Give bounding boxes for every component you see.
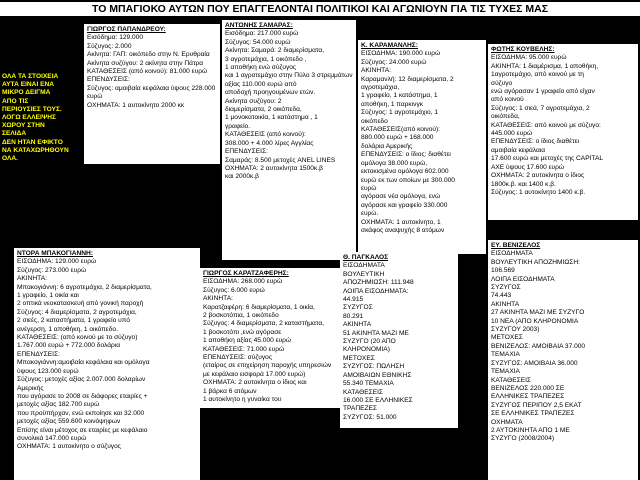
block-kouvelis	[488, 44, 638, 220]
block-heading: ΝΤΟΡΑ ΜΠΑΚΟΓΙΑΝΝΗ:	[17, 250, 93, 257]
block-line: ΛΟΙΠΑ ΕΙΣΟΔΗΜΑΤΑ	[491, 275, 555, 283]
block-heading: ΑΝΤΩΝΗΣ ΣΑΜΑΡΑΣ:	[225, 22, 293, 29]
block-line: 1αγροτεμάχιο, από κοινού με τη	[491, 71, 584, 79]
block-line: Ακίνητα: ΓΑΠ: οικόπεδο στην Ν. Ερυθραία	[87, 51, 210, 59]
note-line: ΣΕΛΙΔΑ	[2, 130, 27, 138]
page-title: ΤΟ ΜΠΑΓΙΟΚΟ ΑΥΤΩΝ ΠΟΥ ΕΠΑΓΓΕΛΟΝΤΑΙ ΠΟΛΙΤΙΚΟΙ ΚΑΙ ΑΓΩΝΙΟΥΝ ΓΙΑ ΤΙΣ ΤΥΧΕΣ ΜΑΣ	[0, 2, 640, 16]
block-line: 1 γραφείο, 1 κατάστημα, 1	[361, 92, 438, 100]
block-line: Σύζυγος: 4 διαμερίσματα, 2 αγροτεμάχια,	[17, 308, 137, 316]
block-line: ΑΚΙΝΗΤΑ:	[203, 295, 233, 303]
block-line: αγόρασε και γραφείο 330.000	[361, 201, 448, 209]
block-line: Σύζυγος: αμοιβαία κεφάλαια ύψους 228.000 ευρώ	[87, 84, 216, 101]
block-line: Εισόδημα: 129.000	[87, 34, 144, 42]
block-line: 1 αποθήκη ενώ σύζυγος	[225, 64, 297, 72]
block-heading: Κ. ΚΑΡΑΜΑΝΛΗΣ:	[361, 42, 418, 49]
block-venizelos	[488, 240, 638, 480]
block-line: και 2000κ.β	[225, 173, 259, 181]
block-line: Μπακογιάννη: 6 αγροτεμάχια, 2 διαμερίσματα,	[17, 283, 152, 291]
note-line: ΠΕΡΙΟΥΣΙΕΣ ΤΟΥΣ.	[2, 105, 62, 113]
block-line: ΣΥΖΥΓΟΣ: 51.000	[343, 413, 397, 421]
block-line: ΕΙΣΟΔΗΜΑ: 129.000 ευρώ	[17, 258, 97, 266]
block-line: ΒΕΝΙΖΕΛΟΣ: ΑΜΟΙΒΑΙΑ 37.000	[491, 342, 586, 350]
block-line: ΣΥΖΥΓΟΣ: ΑΜΟΙΒΑΙΑ 36.000	[491, 359, 578, 367]
block-line: από κοινού	[491, 96, 524, 104]
block-line: ΛΟΙΠΑ ΕΙΣΟΔΗΜΑΤΑ:	[343, 287, 409, 295]
block-line: συνολικά 147.000 ευρώ	[17, 434, 87, 442]
block-line: ΜΕΤΟΧΕΣ	[491, 334, 523, 342]
block-line: ΕΙΣΟΔΗΜΑ: 268.000 ευρώ	[203, 278, 283, 286]
block-line: ΕΙΣΟΔΗΜΑΤΑ	[343, 262, 385, 270]
note-line: ΑΠΟ ΤΙΣ	[2, 97, 29, 105]
block-line: μετοχές αξίας 182.700 ευρώ	[17, 401, 100, 409]
block-line: 308.000 + 4.000 λίρες Αγγλίας	[225, 139, 314, 147]
block-line: μετοχές αξίας 559.600 κοινόψηφων	[17, 418, 121, 426]
block-heading: ΓΙΩΡΓΟΣ ΚΑΡΑΤΖΑΦΕΡΗΣ:	[203, 270, 289, 277]
block-line: με κεφάλαιο εισφορά 17.000 ευρώ)	[203, 370, 306, 378]
block-line: ΜΕΤΟΧΕΣ	[343, 354, 375, 362]
block-line: αποθήκη, 1 παρκινγκ	[361, 100, 424, 108]
block-line: γραφείο.	[225, 122, 251, 130]
block-line: ΕΙΣΟΔΗΜΑΤΑ	[491, 250, 533, 258]
block-line: Σύζυγος: 273.000 ευρώ	[17, 266, 87, 274]
block-line: ΕΙΣΟΔΗΜΑ: 190.000 ευρώ	[361, 50, 441, 58]
block-line: 106.569	[491, 267, 515, 275]
block-line: ΒΟΥΛΕΥΤΙΚΗ ΑΠΟΖΗΜΙΩΣΗ:	[491, 258, 580, 266]
block-line: ΚΑΤΑΘΕΣΕΙΣ(από κοινού):	[361, 126, 441, 134]
block-line: 44.915	[343, 296, 364, 304]
note-line: ΧΩΡΟΥ ΣΤΗΝ	[2, 122, 45, 130]
block-line: 2 ΑΥΤΟΚΙΝΗΤΑ ΑΠΟ 1 ΜΕ	[491, 426, 570, 434]
block-line: 74.443	[491, 292, 512, 300]
block-line: ΟΧΗΜΑΤΑ: 2 αυτοκίνητα 1500κ.β	[225, 164, 323, 172]
note-line: ΜΙΚΡΟ ΔΕΙΓΜΑ	[2, 89, 51, 97]
block-line: 1 αποθήκη αξίας 45.000 ευρώ	[203, 337, 292, 345]
note-line: ΑΥΤΑ ΕΙΝΑΙ ΕΝΑ	[2, 81, 55, 89]
block-line: ΕΠΕΝΔΥΣΕΙΣ: ο ίδιος διαθέτει	[491, 138, 580, 146]
block-line: Καραμανλή: 12 διαμερίσματα, 2 αγροτεμάχια,	[361, 75, 454, 92]
block-line: 27 ΑΚΙΝΗΤΑ ΜΑΖΙ ΜΕ ΣΥΖΥΓΟ	[491, 309, 585, 317]
block-line: (εταίρος σε επιχείρηση παροχής υπηρεσιών	[203, 362, 332, 370]
block-line: ΚΑΤΑΘΕΣΕΙΣ (από κοινού): 81.000 ευρώ	[87, 68, 208, 76]
block-line: Σύζυγος: μετοχές αξίας 2.007.000 δολαρίων	[17, 376, 146, 384]
block-line: ΚΛΗΡΟΝΟΜΙΑ)	[343, 346, 390, 354]
block-line: ομόλογα 38.000 ευρώ,	[361, 159, 428, 167]
block-line: ΣΥΖΥΓΟΣ	[491, 284, 521, 292]
block-line: Επίσης είναι μέτοχος σε εταιρίες με κεφάλαιο	[17, 426, 148, 434]
block-line: που προϋπήρχαν, ενώ εκποίησε και 32.000	[17, 409, 145, 417]
block-line: Ακίνητα συζύγου: 2 ακίνητα στην Πάτρα	[87, 59, 204, 67]
block-heading: ΓΙΩΡΓΟΣ ΠΑΠΑΝΔΡΕΟΥ:	[87, 26, 166, 33]
block-heading: Θ. ΠΑΓΚΑΛΟΣ	[343, 254, 389, 261]
block-line: 1800κ.β. και 1400 κ.β.	[491, 180, 556, 188]
block-line: 10 ΝΕΑ (ΑΠΟ ΚΛΗΡΟΝΟΜΙΑ	[491, 317, 579, 325]
block-karatzaferis	[200, 268, 340, 408]
block-line: ΚΑΤΑΘΕΣΕΙΣ: (από κοινού με το σύζυγο)	[17, 334, 138, 342]
block-line: ΣΥΖΥΓΟΣ: ΠΩΛΗΣΗ	[343, 363, 405, 371]
block-line: Σύζυγος: 1 αυτοκίνητο 1400 κ.β.	[491, 188, 586, 196]
block-line: 16.000 ΣΕ ΕΛΛΗΝΙΚΕΣ	[343, 396, 413, 404]
block-papandreou	[84, 24, 220, 164]
block-line: 1 βοσκοτόπι ,ενώ αγόρασε	[203, 328, 282, 336]
block-line: ΚΑΤΑΘΕΣΕΙΣ: 71.000 ευρώ	[203, 345, 285, 353]
block-line: ΚΑΤΑΘΕΣΕΙΣ (από κοινού):	[225, 131, 306, 139]
block-line: ΟΧΗΜΑΤΑ: 1 αυτοκίνητο ο σύζυγος	[17, 443, 121, 451]
block-line: ευρώ.	[361, 210, 379, 218]
block-line: ΟΧΗΜΑΤΑ: 2 αυτοκίνητα ο ίδιος και	[203, 379, 307, 387]
block-line: Σύζυγος: 1 σιεά, 7 αγροτεμάχια, 2	[491, 104, 590, 112]
block-line: Σύζυγος: 1 αγροτεμάχιο, 1	[361, 109, 439, 117]
block-line: 880.000 ευρώ + 168.000	[361, 134, 434, 142]
block-line: ΟΧΗΜΑΤΑ	[491, 418, 523, 426]
block-line: ΟΧΗΜΑΤΑ: 1 αυτοκίνητο, 1	[361, 218, 441, 226]
block-line: Σύζυγος: 54.000 ευρώ	[225, 38, 291, 46]
block-line: Καρατζαφέρη: 6 διαμερίσματα, 1 οικία,	[203, 303, 315, 311]
note-line: ΛΟΓΩ ΕΛΛΕΙΨΗΣ	[2, 114, 56, 122]
block-line: ΚΑΤΑΘΕΣΕΙΣ	[343, 388, 384, 396]
block-line: Σύζυγος: 4 διαμερίσματα, 2 καταστήματα,	[203, 320, 325, 328]
block-line: ΣΥΖΥΓΟΣ ΠΕΡΙΠΟΥ 2,5 ΕΚΑΤ	[491, 401, 582, 409]
note-line: ΝΑ ΚΑΤΑΧΩΡΗΘΟΥΝ	[2, 146, 69, 154]
block-pagkalos	[340, 252, 458, 428]
block-samaras	[222, 20, 356, 260]
block-line: 55.340 ΤΕΜΑΧΙΑ	[343, 380, 394, 388]
block-line: και 1 αγροτεμάχιο στην Πύλο 3 στρεμμάτων	[225, 72, 353, 80]
block-line: 51 ΑΚΙΝΗΤΑ ΜΑΖΙ ΜΕ	[343, 329, 409, 337]
block-line: ΑΠΟΖΗΜΙΩΣΗ: 111.948	[343, 279, 414, 287]
block-line: ΣΥΖΥΓΟΣ	[343, 304, 373, 312]
block-line: ΑΚΙΝΗΤΑ:	[361, 67, 391, 75]
block-line: σκάφος αναψυχής 8 ατόμων	[361, 226, 445, 234]
block-line: ΤΕΜΑΧΙΑ	[491, 368, 520, 376]
block-bakoyanni	[14, 248, 200, 480]
block-karamanlis	[358, 40, 486, 254]
block-line: Αμερικής	[17, 384, 44, 392]
block-line: ΕΙΣΟΔΗΜΑ: 95.000 ευρώ	[491, 54, 567, 62]
block-heading: ΕΥ. ΒΕΝΙΖΕΛΟΣ	[491, 242, 541, 249]
block-line: ΕΠΕΝΔΥΣΕΙΣ:	[87, 76, 130, 84]
block-line: ΒΕΝΙΖΕΛΟΣ 220.000 ΣΕ	[491, 384, 565, 392]
note-text	[2, 73, 70, 163]
block-line: ενώ αγόρασαν 1 γραφείο από είχαν	[491, 88, 595, 96]
block-line: αγόρασε νέα ομόλογα, ενώ	[361, 193, 441, 201]
block-line: Ακίνητα: Σαμαρά: 2 διαμερίσματα,	[225, 47, 325, 55]
note-line: ΟΛΑ.	[2, 155, 18, 163]
block-line: ΣΥΖΥΓΟ (2008/2004)	[491, 435, 555, 443]
block-line: ΑΚΙΝΗΤΑ: 1 διαμέρισμα, 1 αποθήκη,	[491, 62, 599, 70]
block-line: ΕΠΕΝΔΥΣΕΙΣ: σύζυγος	[203, 354, 273, 362]
block-line: 2 βοσκοτόπια, 1 οικόπεδο	[203, 312, 279, 320]
block-line: εκτοκισμένα ομόλογα 602.000	[361, 168, 449, 176]
block-line: ΣΕ ΕΛΛΗΝΙΚΕΣ ΤΡΑΠΕΖΕΣ	[491, 410, 575, 418]
block-line: ΤΕΜΑΧΙΑ	[491, 351, 520, 359]
block-line: ύψους 123.000 ευρώ	[17, 367, 79, 375]
block-line: ΚΑΤΑΘΕΣΕΙΣ: από κοινού με σύζυγο:	[491, 121, 601, 129]
block-line: 1 αυτοκίνητο η γυναίκα του	[203, 396, 282, 404]
block-line: ΕΛΛΗΝΙΚΕΣ ΤΡΑΠΕΖΕΣ	[491, 393, 565, 401]
block-line: 1 μονοκατοικία, 1 κατάστημα , 1	[225, 114, 318, 122]
block-line: 1.767.000 ευρώ + 772.000 δολάρια	[17, 342, 121, 350]
block-line: Σύζυγος: 2.000	[87, 42, 132, 50]
block-line: οικόπεδα,	[491, 113, 520, 121]
block-line: 3 αγροτεμάχια, 1 οικόπεδο ,	[225, 55, 307, 63]
block-line: που αγόρασε το 2008 σε διάφορες εταιρίες +	[17, 392, 148, 400]
block-line: Ακίνητα συζύγου: 2	[225, 97, 282, 105]
block-line: διαμερίσματα, 2 οικόπεδα,	[225, 106, 302, 114]
block-line: ΟΧΗΜΑΤΑ: 2 αυτοκίνητα ο ίδιος	[491, 172, 585, 180]
block-line: ΕΠΕΝΔΥΣΕΙΣ: ο ίδιος: διαθέτει	[361, 151, 451, 159]
block-line: ΑΜΟΙΒΑΙΩΝ ΕΘΝΙΚΗΣ	[343, 371, 412, 379]
block-line: ΟΧΗΜΑΤΑ: 1 αυτοκίνητο 2000 κκ	[87, 101, 185, 109]
note-line: ΔΕΝ ΗΤΑΝ ΕΦΙΚΤΟ	[2, 138, 63, 146]
block-line: αποδοχή προηγουμένων ετών.	[225, 89, 316, 97]
block-line: 445.000 ευρώ	[491, 130, 533, 138]
block-line: 1 βάρκα 6 ατόμων	[203, 387, 257, 395]
block-line: ΑΚΙΝΗΤΑ:	[17, 275, 47, 283]
block-line: ΒΟΥΛΕΥΤΙΚΗ	[343, 270, 385, 278]
block-line: ΣΥΖΥΓΟΥ 2003)	[491, 326, 540, 334]
block-line: ανέγερση, 1 αποθήκη, 1 οικόπεδο.	[17, 325, 118, 333]
block-line: AXE ύψους 17.600 ευρώ	[491, 163, 565, 171]
block-line: ΑΚΙΝΗΤΑ	[491, 300, 520, 308]
block-line: Σύζυγος: 24.000 ευρώ	[361, 58, 427, 66]
block-line: ευρώ	[361, 184, 377, 192]
block-line: ΑΚΙΝΗΤΑ	[343, 321, 372, 329]
block-line: Εισόδημα: 217.000 ευρώ	[225, 30, 299, 38]
block-line: 2 σιεές, 2 καταστήματα, 1 γραφείο υπό	[17, 317, 130, 325]
block-heading: ΦΩΤΗΣ ΚΟΥΒΕΛΗΣ:	[491, 46, 555, 53]
block-line: ΤΡΑΠΕΖΕΣ	[343, 405, 377, 413]
block-line: Σύζυγος: 6.000 ευρώ	[203, 286, 265, 294]
note-line: ΟΛΑ ΤΑ ΣΤΟΙΧΕΙΑ	[2, 73, 59, 80]
block-line: 80.291	[343, 312, 364, 320]
block-line: ΕΠΕΝΔΥΣΕΙΣ:	[225, 148, 268, 156]
block-line: οικόπεδο	[361, 117, 388, 125]
block-line: αμοιβαία κεφάλαια	[491, 146, 546, 154]
block-line: δολάρια Αμερικής	[361, 142, 413, 150]
block-line: ΚΑΤΑΘΕΣΕΙΣ	[491, 376, 532, 384]
block-line: αξίας 110.000 ευρώ από	[225, 80, 297, 88]
block-line: 2 οπτικά νεοκατασκευή από γονική παροχή	[17, 300, 144, 308]
block-line: Σαμαράς: 8.500 μετοχές ANEL LINES	[225, 156, 336, 164]
block-line: ΣΥΖΥΓΟ (20 ΑΠΟ	[343, 338, 396, 346]
block-line: 1 γραφείο, 1 οικία και	[17, 292, 79, 300]
block-line: ΕΠΕΝΔΥΣΕΙΣ:	[17, 350, 60, 358]
block-line: σύζυγο	[491, 79, 513, 87]
block-line: ευρώ εκ των οποίων με 300.000	[361, 176, 455, 184]
block-line: Μπακογιάννη:αμοιβαία κεφάλαια και ομόλογα	[17, 359, 150, 367]
block-line: 17.600 ευρώ και μετοχές της CAPITAL	[491, 155, 604, 163]
